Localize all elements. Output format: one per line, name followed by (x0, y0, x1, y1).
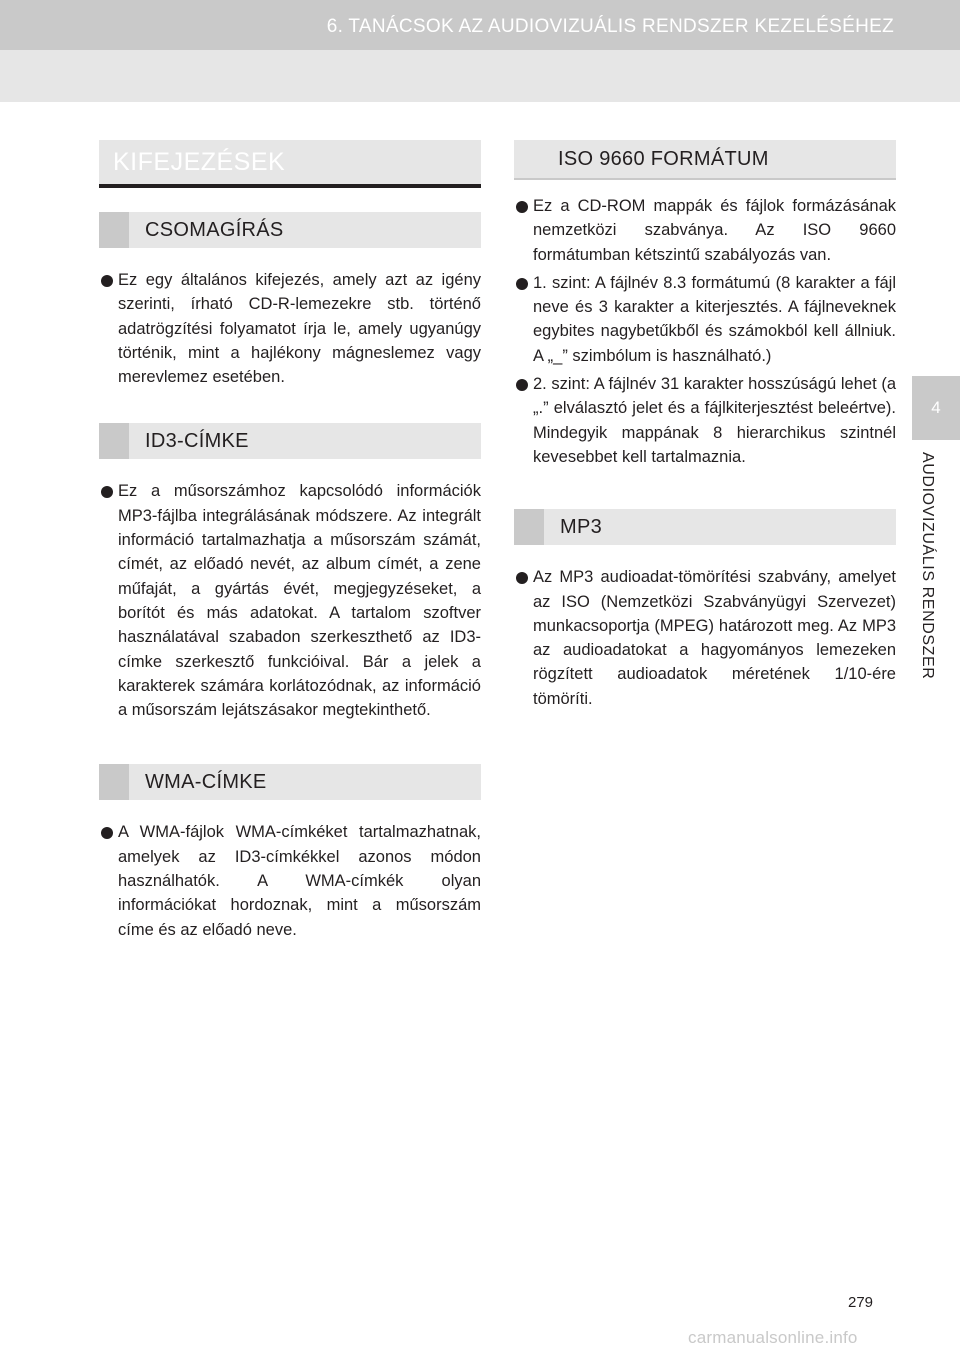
section-heading: MP3 (560, 516, 603, 539)
header-bar (0, 0, 960, 50)
main-heading-box (99, 140, 481, 188)
section-heading-box (514, 140, 896, 180)
section-heading: ISO 9660 FORMÁTUM (558, 148, 769, 170)
chapter-title: 6. TANÁCSOK AZ AUDIOVIZUÁLIS RENDSZER KEZELÉSÉHEZ (326, 16, 894, 37)
bullet-item: 2. szint: A fájlnév 31 karakter hosszúságú lehet (a „.” elválasztó jelet és a fájlkiterjesztést beleértve). Mindegyik mappának 8 hierarchikus szintnél kevesebbet kell tartalmaznia. (514, 372, 896, 469)
section-heading: WMA-CÍMKE (145, 771, 267, 794)
section-heading: ID3-CÍMKE (145, 430, 249, 453)
heading-accent-bar (99, 764, 129, 800)
main-heading: KIFEJEZÉSEK (113, 148, 286, 176)
heading-accent-bar (514, 509, 544, 545)
section-heading-box (99, 212, 481, 248)
bullet-item: Ez a CD-ROM mappák és fájlok formázásának nemzetközi szabványa. Az ISO 9660 formátumban kétszintű szabályozás van. (514, 194, 896, 267)
left-column (99, 140, 481, 946)
watermark: carmanualsonline.info (688, 1328, 858, 1347)
section-heading-box (99, 423, 481, 459)
bullet-item: Az MP3 audioadat-tömörítési szabvány, amelyet az ISO (Nemzetközi Szabványügyi Szervezet) munkacsoportja (MPEG) határozott meg. Az MP3 az audioadatokat a hagyományos lemezeken rögzített audioadatok méretének 1/10-ére tömöríti. (514, 565, 896, 711)
section-heading-box (514, 509, 896, 545)
heading-accent-bar (99, 212, 129, 248)
bullet-item: Ez a műsorszámhoz kapcsolódó információk MP3-fájlba integrálásának módszere. Az integrált információ tartalmazhatja a műsorszám számát, címét, az előadó nevét, az album címét, a zene műfaját, a gyártás évét, megjegyzéseket, a borítót és más adatokat. A tartalom szoftver használatával szabadon szerkeszthető az ID3-címke szerkesztő funkcióival. Bár a jelek a karakterek számára korlátozódnak, az információ a műsorszám lejátszásakor megtekinthető. (99, 479, 481, 722)
bullet-item: A WMA-fájlok WMA-címkéket tartalmazhatnak, amelyek az ID3-címkékkel azonos módon használhatók. A WMA-címkék olyan információkat hordoznak, mint a műsorszám címe és az előadó neve. (99, 820, 481, 941)
right-column (514, 140, 896, 715)
section-heading-box (99, 764, 481, 800)
heading-accent-bar (99, 423, 129, 459)
chapter-name-label: AUDIOVIZUÁLIS RENDSZER (919, 452, 936, 680)
page-number: 279 (848, 1294, 874, 1311)
bullet-item: Ez egy általános kifejezés, amely azt az igény szerinti, írható CD-R-lemezekre stb. történő adatrögzítési folyamatot írja le, amely ugyanúgy történik, mint a hajlékony mágneslemez vagy merevlemez esetében. (99, 268, 481, 389)
chapter-number-tab: 4 (912, 376, 960, 440)
section-heading: CSOMAGÍRÁS (145, 219, 284, 241)
bullet-item: 1. szint: A fájlnév 8.3 formátumú (8 karakter a fájl neve és 3 karakter a kiterjesztés. A fájlneveknek egybites nagybetűkből és számokból kell állniuk. A „_” szimbólum is használható.) (514, 271, 896, 368)
